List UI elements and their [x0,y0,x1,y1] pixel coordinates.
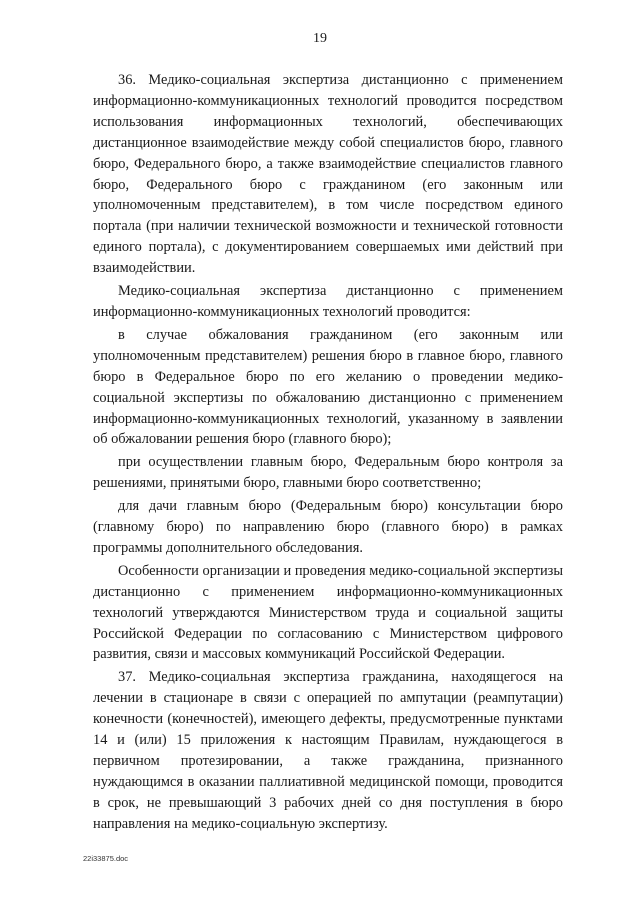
paragraph-appeal-case: в случае обжалования гражданином (его законным или уполномоченным представителем) решения бюро в главное бюро, главного бюро в Федеральное бюро по его желанию о проведении медико-социальной экспертизы по обжалованию дистанционно с применением информационно-коммуникационных технологий, указанному в заявлении об обжаловании решения бюро (главного бюро); [93,326,563,448]
footer-filename: 22i33875.doc [83,854,129,863]
paragraph-control-case: при осуществлении главным бюро, Федеральным бюро контроля за решениями, принятыми бюро, главными бюро соответственно; [93,454,563,492]
page-number: 19 [313,31,327,46]
paragraph-organization-features: Особенности организации и проведения медико-социальной экспертизы дистанционно с применением информационно-коммуникационных технологий утверждаются Министерством труда и социальной защиты Российской Федерации по согласованию с Министерством цифрового развития, связи и массовых коммуникаций Российской Федерации. [93,562,563,663]
paragraph-36: 36. Медико-социальная экспертиза дистанционно с применением информационно-коммуникационных технологий проводится посредством использования информационных технологий, обеспечивающих дистанционное взаимодействие между собой специалистов бюро, главного бюро, Федерального бюро, а также взаимодействие специалистов главного бюро, Федерального бюро с гражданином (его законным или уполномоченным представителем), в том числе посредством единого портала (при наличии технической возможности и технической готовности единого портала), с документированием совершаемых ими действий при взаимодействии. [93,72,563,277]
document-body [93,70,563,835]
paragraph-remote-exam-intro: Медико-социальная экспертиза дистанционно с применением информационно-коммуникационных технологий проводится: [93,283,563,320]
paragraph-consultation-case: для дачи главным бюро (Федеральным бюро) консультации бюро (главному бюро) по направлению бюро (главного бюро) в рамках программы дополнительного обследования. [93,498,563,556]
paragraph-37: 37. Медико-социальная экспертиза гражданина, находящегося на лечении в стационаре в связи с операцией по ампутации (реампутации) конечности (конечностей), имеющего дефекты, предусмотренные пунктами 14 и (или) 15 приложения к настоящим Правилам, нуждающегося в первичном протезировании, а также гражданина, признанного нуждающимся в оказании паллиативной медицинской помощи, проводится в срок, не превышающий 3 рабочих дней со дня поступления в бюро направления на медико-социальную экспертизу. [93,669,563,832]
